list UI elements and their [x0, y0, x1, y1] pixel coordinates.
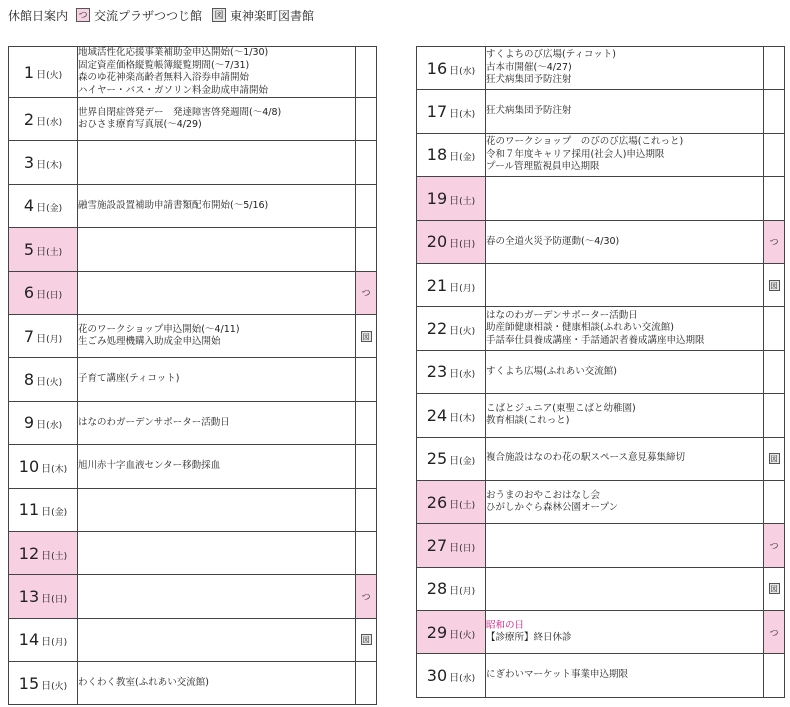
day-unit: 日 — [41, 593, 52, 605]
day-number: 12 — [18, 543, 40, 563]
closure-mark-cell — [764, 133, 785, 176]
day-unit: 日 — [449, 412, 460, 424]
closure-mark-cell — [356, 358, 377, 401]
day-number: 16 — [426, 58, 448, 78]
event-line: 世界自閉症啓発デー 発達障害啓発週間(～4/8) — [78, 106, 282, 118]
event-line: 子育て講座(ティコット) — [78, 373, 180, 385]
day-unit: 日 — [36, 420, 47, 432]
event-line: 森のゆ花神楽高齢者無料入浴券申請開始 — [78, 72, 250, 83]
calendar-left-column — [8, 46, 377, 705]
day-unit: 日 — [41, 680, 52, 692]
events-cell — [78, 488, 356, 531]
day-number: 6 — [23, 283, 35, 303]
day-cell — [9, 662, 78, 705]
weekday: (木) — [51, 464, 68, 475]
day-unit: 日 — [449, 65, 460, 77]
event-line: こばとジュニア(東聖こばと幼稚園) — [486, 402, 636, 414]
event-line: 融雪施設設置補助申請書類配布開始(～5/16) — [78, 199, 269, 211]
day-cell — [417, 47, 486, 90]
weekday: (水) — [459, 370, 476, 381]
calendar-day-row — [417, 263, 785, 306]
closure-mark-cell — [356, 531, 377, 574]
day-cell — [417, 480, 486, 523]
events-cell — [78, 618, 356, 661]
day-cell — [417, 133, 486, 176]
day-cell — [9, 358, 78, 401]
event-line: わくわく教室(ふれあい交流館) — [78, 677, 209, 689]
events-cell — [486, 90, 764, 133]
events-cell — [486, 307, 764, 350]
holiday-name: 昭和の日 — [486, 619, 525, 631]
closure-mark-cell — [764, 437, 785, 480]
day-unit: 日 — [36, 160, 47, 172]
day-cell — [9, 575, 78, 618]
day-number: 1 — [23, 62, 35, 82]
event-line: おひさま療育写真展(～4/29) — [78, 119, 202, 131]
events-cell — [486, 263, 764, 306]
weekday: (土) — [46, 247, 63, 258]
day-unit: 日 — [449, 629, 460, 641]
tsutsuji-mark-icon: つ — [76, 8, 90, 22]
events-cell — [78, 401, 356, 444]
event-line: 花のワークショップ申込開始(～4/11) — [78, 323, 240, 335]
events-cell — [78, 662, 356, 705]
calendar-day-row — [9, 445, 377, 488]
calendar-day-row — [9, 662, 377, 705]
weekday: (金) — [459, 153, 476, 164]
calendar-day-row — [417, 220, 785, 263]
day-number: 14 — [18, 630, 40, 650]
weekday: (日) — [51, 594, 68, 605]
library-mark-icon: 図 — [212, 8, 226, 22]
calendar-day-row — [9, 314, 377, 357]
day-unit: 日 — [41, 507, 52, 519]
event-line: はなのわガーデンサポーター活動日 — [78, 416, 230, 428]
events-cell — [78, 228, 356, 271]
day-number: 8 — [23, 370, 35, 390]
events-cell — [78, 358, 356, 401]
calendar-day-row — [417, 90, 785, 133]
closure-mark-cell — [764, 307, 785, 350]
day-cell — [417, 654, 486, 697]
day-number: 4 — [23, 196, 35, 216]
day-cell — [9, 47, 78, 98]
closure-mark-cell — [356, 618, 377, 661]
day-unit: 日 — [449, 499, 460, 511]
closure-mark-cell — [764, 524, 785, 567]
closure-mark-cell — [764, 654, 785, 697]
event-line: 古本市開催(～4/27) — [486, 61, 572, 73]
closure-mark-cell — [356, 662, 377, 705]
day-cell — [9, 141, 78, 184]
closure-mark-cell — [356, 228, 377, 271]
day-cell — [417, 394, 486, 437]
day-unit: 日 — [449, 586, 460, 598]
day-unit: 日 — [449, 195, 460, 207]
day-unit: 日 — [36, 377, 47, 389]
events-cell — [78, 575, 356, 618]
day-unit: 日 — [36, 333, 47, 345]
tsutsuji-closed-icon: つ — [769, 541, 779, 552]
day-cell — [417, 437, 486, 480]
event-line: プール管理監視員申込期限 — [486, 161, 600, 173]
calendar-day-row — [417, 394, 785, 437]
day-unit: 日 — [41, 463, 52, 475]
weekday: (月) — [459, 587, 476, 598]
day-unit: 日 — [36, 203, 47, 215]
library-closed-icon: 図 — [362, 636, 370, 645]
events-cell — [486, 220, 764, 263]
library-closed-icon: 図 — [770, 455, 778, 464]
events-cell — [78, 184, 356, 227]
calendar-day-row — [417, 350, 785, 393]
calendar-day-row — [9, 488, 377, 531]
weekday: (金) — [459, 457, 476, 468]
day-number: 29 — [426, 622, 448, 642]
events-cell — [486, 567, 764, 610]
day-cell — [9, 401, 78, 444]
day-number: 20 — [426, 232, 448, 252]
weekday: (水) — [46, 421, 63, 432]
day-number: 22 — [426, 319, 448, 339]
events-cell — [486, 133, 764, 176]
closure-mark-cell — [356, 47, 377, 98]
closure-mark-cell — [356, 141, 377, 184]
weekday: (土) — [51, 551, 68, 562]
tsutsuji-closed-icon: つ — [361, 592, 371, 603]
weekday: (水) — [46, 117, 63, 128]
day-number: 3 — [23, 153, 35, 173]
closure-mark-cell — [764, 90, 785, 133]
day-cell — [9, 228, 78, 271]
day-cell — [417, 611, 486, 654]
calendar-day-row — [9, 531, 377, 574]
event-line: 教育相談(これっと) — [486, 415, 570, 427]
weekday: (月) — [459, 283, 476, 294]
day-unit: 日 — [449, 152, 460, 164]
day-unit: 日 — [449, 369, 460, 381]
closure-mark-cell — [764, 177, 785, 220]
event-line: すくよちのび広場(ティコット) — [486, 49, 616, 61]
day-unit: 日 — [36, 116, 47, 128]
library-closed-icon: 図 — [362, 332, 370, 341]
weekday: (水) — [459, 674, 476, 685]
day-cell — [9, 531, 78, 574]
events-cell — [78, 141, 356, 184]
tsutsuji-closed-icon: つ — [769, 628, 779, 639]
weekday: (金) — [51, 508, 68, 519]
events-cell — [78, 445, 356, 488]
event-line: 生ごみ処理機購入助成金申込開始 — [78, 336, 221, 348]
weekday: (日) — [459, 240, 476, 251]
day-number: 25 — [426, 449, 448, 469]
day-cell — [417, 350, 486, 393]
calendar-right-column — [416, 46, 785, 698]
legend-library-label: 東神楽町図書館 — [230, 8, 315, 23]
calendar-day-row — [417, 524, 785, 567]
day-unit: 日 — [36, 246, 47, 258]
events-cell — [486, 350, 764, 393]
events-cell — [486, 47, 764, 90]
day-number: 11 — [18, 500, 40, 520]
calendar-day-row — [417, 480, 785, 523]
weekday: (月) — [51, 638, 68, 649]
day-number: 15 — [18, 673, 40, 693]
day-number: 9 — [23, 413, 35, 433]
calendar-day-row — [9, 358, 377, 401]
closure-mark-cell — [356, 445, 377, 488]
calendar-day-row — [417, 437, 785, 480]
tsutsuji-closed-icon: つ — [769, 238, 779, 249]
events-cell — [78, 314, 356, 357]
closure-mark-cell — [356, 314, 377, 357]
closure-mark-cell — [764, 350, 785, 393]
day-unit: 日 — [449, 326, 460, 338]
closed-days-legend — [8, 6, 324, 24]
day-unit: 日 — [449, 456, 460, 468]
weekday: (火) — [51, 681, 68, 692]
weekday: (木) — [46, 161, 63, 172]
day-unit: 日 — [449, 282, 460, 294]
calendar-day-row — [9, 47, 377, 98]
day-number: 26 — [426, 492, 448, 512]
weekday: (日) — [459, 543, 476, 554]
event-line: おうまのおやこおはなし会 — [486, 489, 601, 501]
event-line: はなのわガーデンサポーター活動日 — [486, 309, 638, 321]
day-number: 18 — [426, 145, 448, 165]
calendar-day-row — [417, 567, 785, 610]
closure-mark-cell — [356, 184, 377, 227]
day-cell — [417, 307, 486, 350]
weekday: (火) — [459, 327, 476, 338]
calendar-day-row — [417, 654, 785, 697]
event-line: 旭川赤十字血液センター移動採血 — [78, 460, 221, 472]
event-line: ハイヤー・バス・ガソリン料金助成申請開始 — [78, 84, 269, 96]
events-cell — [486, 480, 764, 523]
weekday: (土) — [459, 196, 476, 207]
day-number: 17 — [426, 102, 448, 122]
closure-mark-cell — [764, 394, 785, 437]
day-unit: 日 — [449, 239, 460, 251]
calendar-day-row — [417, 47, 785, 90]
calendar-day-row — [9, 184, 377, 227]
events-cell — [486, 611, 764, 654]
event-line: 複合施設はなのわ花の駅スペース意見募集締切 — [486, 452, 686, 464]
event-line: 花のワークショップ のびのび広場(これっと) — [486, 136, 684, 148]
closure-mark-cell — [356, 271, 377, 314]
weekday: (火) — [46, 378, 63, 389]
event-line: 固定資産価格縦覧帳簿縦覧期間(～7/31) — [78, 59, 250, 71]
event-line: 【診療所】終日休診 — [486, 632, 572, 644]
events-cell — [78, 47, 356, 98]
day-unit: 日 — [36, 290, 47, 302]
closure-mark-cell — [764, 567, 785, 610]
calendar-day-row — [9, 98, 377, 141]
tsutsuji-closed-icon: つ — [361, 289, 371, 300]
day-number: 24 — [426, 405, 448, 425]
closure-mark-cell — [764, 480, 785, 523]
day-cell — [417, 263, 486, 306]
day-unit: 日 — [449, 109, 460, 121]
legend-title: 休館日案内 — [8, 8, 69, 23]
day-number: 5 — [23, 239, 35, 259]
event-line: ひがしかぐら森林公園オープン — [486, 502, 619, 514]
event-line: 助産師健康相談・健康相談(ふれあい交流館) — [486, 322, 674, 334]
day-number: 30 — [426, 666, 448, 686]
events-cell — [78, 98, 356, 141]
day-number: 2 — [23, 109, 35, 129]
day-number: 10 — [18, 456, 40, 476]
events-cell — [486, 524, 764, 567]
event-line: 令和７年度キャリア採用(社会人)申込期限 — [486, 148, 665, 160]
day-cell — [417, 177, 486, 220]
closure-mark-cell — [356, 488, 377, 531]
closure-mark-cell — [356, 401, 377, 444]
day-unit: 日 — [36, 69, 47, 81]
event-line: 春の全道火災予防運動(～4/30) — [486, 235, 620, 247]
event-line: 狂犬病集団予防注射 — [486, 74, 572, 86]
weekday: (土) — [459, 500, 476, 511]
day-unit: 日 — [449, 542, 460, 554]
calendar-day-row — [417, 307, 785, 350]
day-cell — [9, 184, 78, 227]
calendar-day-row — [9, 575, 377, 618]
calendar-day-row — [9, 271, 377, 314]
day-cell — [9, 618, 78, 661]
closure-mark-cell — [764, 220, 785, 263]
calendar-day-row — [9, 618, 377, 661]
day-number: 7 — [23, 326, 35, 346]
events-cell — [486, 394, 764, 437]
closure-mark-cell — [356, 98, 377, 141]
day-number: 28 — [426, 579, 448, 599]
day-cell — [417, 220, 486, 263]
day-number: 23 — [426, 362, 448, 382]
events-cell — [486, 437, 764, 480]
events-cell — [486, 654, 764, 697]
day-cell — [417, 567, 486, 610]
library-closed-icon: 図 — [770, 281, 778, 290]
calendar-day-row — [417, 133, 785, 176]
event-line: すくよち広場(ふれあい交流館) — [486, 365, 617, 377]
weekday: (火) — [459, 630, 476, 641]
legend-tsutsuji-label: 交流プラザつつじ館 — [94, 8, 203, 23]
day-cell — [417, 524, 486, 567]
closure-mark-cell — [764, 263, 785, 306]
day-cell — [9, 271, 78, 314]
event-line: にぎわいマーケット事業申込期限 — [486, 669, 629, 681]
closure-mark-cell — [764, 47, 785, 90]
events-cell — [78, 531, 356, 574]
day-unit: 日 — [41, 550, 52, 562]
day-unit: 日 — [449, 673, 460, 685]
weekday: (水) — [459, 66, 476, 77]
day-cell — [9, 314, 78, 357]
calendar-day-row — [417, 177, 785, 220]
events-cell — [78, 271, 356, 314]
day-cell — [9, 488, 78, 531]
day-cell — [9, 98, 78, 141]
weekday: (木) — [459, 110, 476, 121]
day-number: 13 — [18, 586, 40, 606]
day-unit: 日 — [41, 637, 52, 649]
library-closed-icon: 図 — [770, 585, 778, 594]
closure-mark-cell — [764, 611, 785, 654]
day-number: 21 — [426, 275, 448, 295]
weekday: (金) — [46, 204, 63, 215]
closure-mark-cell — [356, 575, 377, 618]
weekday: (火) — [46, 70, 63, 81]
weekday: (月) — [46, 334, 63, 345]
weekday: (木) — [459, 413, 476, 424]
day-cell — [9, 445, 78, 488]
calendar-day-row — [9, 141, 377, 184]
day-number: 27 — [426, 535, 448, 555]
event-line: 手話奉仕員養成講座・手話通訳者養成講座申込期限 — [486, 334, 705, 346]
day-cell — [417, 90, 486, 133]
event-line: 狂犬病集団予防注射 — [486, 105, 572, 117]
weekday: (日) — [46, 291, 63, 302]
calendar-day-row — [9, 401, 377, 444]
event-line: 地域活性化応援事業補助金申込開始(～1/30) — [78, 47, 269, 58]
calendar-day-row — [417, 611, 785, 654]
calendar-day-row — [9, 228, 377, 271]
day-number: 19 — [426, 188, 448, 208]
events-cell — [486, 177, 764, 220]
